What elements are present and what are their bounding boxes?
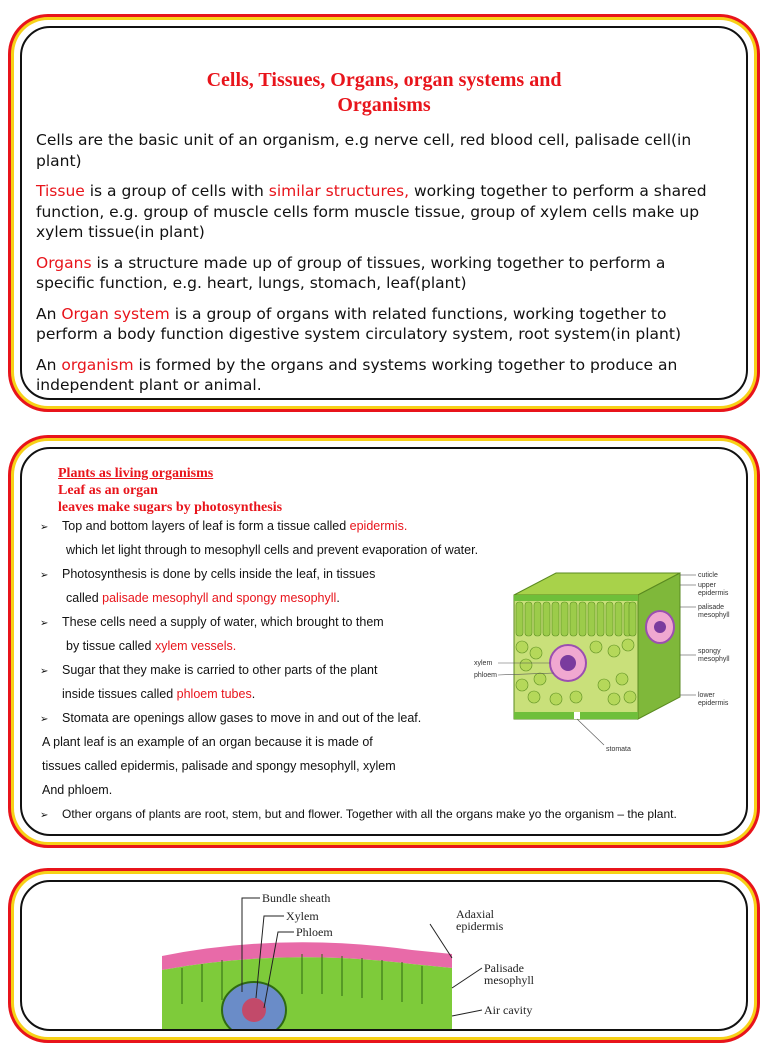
stoma-opening bbox=[574, 712, 580, 719]
label-spongy-2: mesophyll bbox=[698, 656, 730, 663]
xylem-core bbox=[560, 655, 576, 671]
bullet-text: . bbox=[336, 591, 340, 605]
organ-system-pre: An bbox=[36, 304, 62, 323]
title-line-1: Cells, Tissues, Organs, organ systems and bbox=[206, 69, 562, 91]
palisade-cells bbox=[516, 602, 636, 636]
bullet-epidermis bbox=[40, 519, 407, 533]
organism-paragraph bbox=[36, 355, 710, 396]
mesophyll-block bbox=[162, 957, 452, 1031]
organ-system-term: Organ system bbox=[61, 304, 170, 323]
bullet-text: These cells need a supply of water, which brought to them bbox=[62, 615, 384, 629]
organ-example-line1: A plant leaf is an example of an organ because it is made of bbox=[42, 735, 373, 749]
slide-title bbox=[22, 68, 746, 118]
bullet-text: Other organs of plants are root, stem, but and flower. Together with all the organs make yo the organism – the plant. bbox=[62, 807, 677, 821]
heading-photosynthesis: leaves make sugars by photosynthesis bbox=[58, 500, 283, 515]
label-upper-epidermis-1: upper bbox=[698, 582, 716, 589]
label-phloem: phloem bbox=[474, 672, 497, 679]
slide-content bbox=[20, 26, 748, 400]
slide-leaf-organ bbox=[8, 435, 760, 848]
label-air-cavity: Air cavity bbox=[484, 1003, 533, 1017]
organ-example-line3: And phloem. bbox=[42, 783, 113, 797]
xylem-core-right bbox=[654, 621, 666, 633]
organs-term: Organs bbox=[36, 253, 92, 272]
label-xylem: Xylem bbox=[286, 909, 319, 923]
organ-system-paragraph bbox=[36, 304, 710, 345]
label-palisade-1: Palisade bbox=[484, 961, 524, 975]
bullet-text: Sugar that they make is carried to other parts of the plant bbox=[62, 663, 378, 677]
heading-plants: Plants as living organisms bbox=[58, 466, 214, 481]
bullet-sugar bbox=[40, 663, 377, 677]
organs-paragraph bbox=[36, 253, 710, 294]
organ-system-text: is a group of organs with related functions, working together to perform a body function digestive system circulatory system, root system(in plant) bbox=[36, 304, 681, 343]
bullet-text: Photosynthesis is done by cells inside the leaf, in tissues bbox=[62, 567, 376, 581]
tissue-paragraph bbox=[36, 181, 710, 243]
slide-content bbox=[20, 447, 748, 836]
label-lower-epidermis-1: lower bbox=[698, 692, 715, 699]
tissue-text-a: is a group of cells with bbox=[84, 182, 269, 200]
label-lower-epidermis-2: epidermis bbox=[698, 700, 729, 707]
organism-term: organism bbox=[61, 355, 134, 374]
organism-text: is formed by the organs and systems working together to produce an independent plant or animal. bbox=[36, 355, 678, 394]
bullet-other-organs bbox=[40, 807, 677, 821]
tissue-term: Tissue bbox=[36, 182, 85, 200]
bullet-text: called bbox=[66, 591, 103, 605]
arrow-bullet-icon: ➢ bbox=[40, 522, 49, 533]
label-palisade-1: palisade bbox=[698, 604, 725, 611]
organ-example-line2: tissues called epidermis, palisade and spongy mesophyll, xylem bbox=[42, 759, 396, 773]
bullet-highlight: epidermis. bbox=[349, 519, 408, 533]
label-palisade-2: mesophyll bbox=[698, 612, 730, 619]
upper-epidermis-layer bbox=[514, 595, 638, 601]
leaf-cross-section-diagram bbox=[464, 567, 748, 763]
bullet-text: . bbox=[251, 687, 256, 701]
title-line-2: Organisms bbox=[337, 94, 431, 116]
label-cuticle: cuticle bbox=[698, 572, 718, 579]
leaf-heading bbox=[58, 465, 282, 516]
tissue-highlight: similar structures, bbox=[268, 182, 410, 200]
label-upper-epidermis-2: epidermis bbox=[698, 590, 729, 597]
slide-cells-tissues bbox=[8, 14, 760, 412]
cells-text: Cells are the basic unit of an organism, e.g nerve cell, red blood cell, palisade cell(in plant) bbox=[36, 131, 692, 170]
arrow-bullet-icon: ➢ bbox=[40, 714, 49, 725]
bullet-text: Stomata are openings allow gases to move in and out of the leaf. bbox=[62, 711, 422, 725]
label-spongy-1: spongy bbox=[698, 648, 721, 655]
leaf-anatomy-diagram bbox=[152, 892, 572, 1031]
heading-leaf-organ: Leaf as an organ bbox=[58, 483, 158, 498]
bullet-text: inside tissues called bbox=[62, 687, 177, 701]
label-adaxial-2: epidermis bbox=[456, 919, 504, 933]
label-phloem: Phloem bbox=[296, 925, 333, 939]
arrow-bullet-icon: ➢ bbox=[40, 618, 49, 629]
tissue-text-b: working together to perform a shared function, e.g. group of muscle cells form muscle tissue, group of xylem cells make up xylem tissue(in plant) bbox=[36, 182, 707, 241]
bullet-text: Top and bottom layers of leaf is form a tissue called bbox=[62, 519, 350, 533]
arrow-bullet-icon: ➢ bbox=[40, 810, 49, 821]
organs-text: is a structure made up of group of tissues, working together to perform a specific function, e.g. heart, lungs, stomach, leaf(plant) bbox=[36, 253, 666, 292]
bullet-text: by tissue called bbox=[66, 639, 155, 653]
arrow-bullet-icon: ➢ bbox=[40, 570, 49, 581]
organism-pre: An bbox=[36, 355, 62, 374]
bullet-stomata bbox=[40, 711, 421, 725]
bullet-photosynthesis bbox=[40, 567, 375, 581]
definitions-text bbox=[36, 130, 710, 400]
label-palisade-2: mesophyll bbox=[484, 973, 534, 987]
arrow-bullet-icon: ➢ bbox=[40, 666, 49, 677]
cells-paragraph bbox=[36, 130, 710, 171]
bullet-highlight: phloem tubes bbox=[176, 687, 252, 701]
slide-leaf-anatomy bbox=[8, 868, 760, 1043]
bullet-highlight: xylem vessels. bbox=[154, 639, 237, 653]
bullet-water bbox=[40, 615, 384, 629]
label-bundle-sheath: Bundle sheath bbox=[262, 892, 331, 905]
bullet-epidermis-cont: which let light through to mesophyll cells and prevent evaporation of water. bbox=[66, 543, 479, 557]
label-adaxial-1: Adaxial bbox=[456, 907, 494, 921]
label-stomata: stomata bbox=[606, 746, 631, 753]
bullet-photosynthesis-cont bbox=[66, 591, 340, 605]
slide-content bbox=[20, 880, 748, 1031]
leaf-side-surface bbox=[638, 573, 680, 719]
bullet-water-cont bbox=[66, 639, 236, 653]
xylem-cells bbox=[242, 998, 266, 1022]
label-xylem: xylem bbox=[474, 660, 493, 667]
bullet-highlight: palisade mesophyll and spongy mesophyll bbox=[102, 591, 337, 605]
bullet-sugar-cont bbox=[62, 687, 255, 701]
